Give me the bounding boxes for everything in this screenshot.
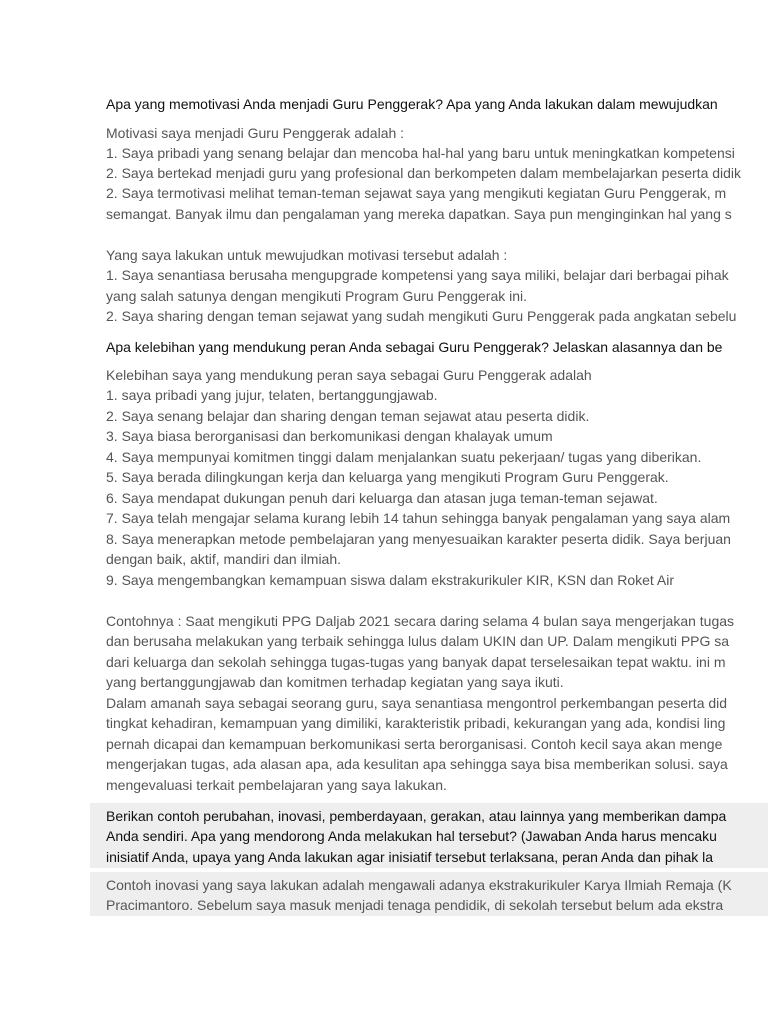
answer-line: 2. Saya sharing dengan teman sejawat yang sudah mengikuti Guru Penggerak pada angkatan sebelu [106,308,737,324]
question-innovation-line: Berikan contoh perubahan, inovasi, pemberdayaan, gerakan, atau lainnya yang memberikan dampa [106,808,727,824]
answer-line: dengan baik, aktif, mandiri dan ilmiah. [106,551,342,567]
answer-line: mengerjakan tugas, ada alasan apa, ada kesulitan apa sehingga saya bisa memberikan solusi. saya [106,756,728,772]
answer-line: 2. Saya bertekad menjadi guru yang profesional dan berkompeten dalam membelajarkan peserta didik [106,165,742,181]
question-motivation: Apa yang memotivasi Anda menjadi Guru Penggerak? Apa yang Anda lakukan dalam mewujudkan [106,96,718,112]
answer-line: Pracimantoro. Sebelum saya masuk menjadi tenaga pendidik, di sekolah tersebut belum ada ekstra [106,897,724,913]
answer-line: 1. Saya senantiasa berusaha mengupgrade kompetensi yang saya miliki, belajar dari berbagai pihak [106,267,729,283]
answer-line: yang bertanggungjawab dan komitmen terhadap kegiatan yang saya ikuti. [106,674,564,690]
answer-line: 1. saya pribadi yang jujur, telaten, bertanggungjawab. [106,387,438,403]
answer-line: Dalam amanah saya sebagai seorang guru, saya senantiasa mengontrol perkembangan peserta did [106,695,728,711]
question-strengths: Apa kelebihan yang mendukung peran Anda sebagai Guru Penggerak? Jelaskan alasannya dan be [106,339,723,355]
answer-line: Contohnya : Saat mengikuti PPG Daljab 2021 secara daring selama 4 bulan saya mengerjakan tugas [106,613,735,629]
answer-line: dan berusaha melakukan yang terbaik sehingga lulus dalam UKIN dan UP. Dalam mengikuti PPG sa [106,633,730,649]
answer-line: Kelebihan saya yang mendukung peran saya sebagai Guru Penggerak adalah [106,367,592,383]
answer-line: 6. Saya mendapat dukungan penuh dari keluarga dan atasan juga teman-teman sejawat. [106,490,658,506]
answer-line: 2. Saya senang belajar dan sharing dengan teman sejawat atau peserta didik. [106,408,590,424]
answer-line: 5. Saya berada dilingkungan kerja dan keluarga yang mengikuti Program Guru Penggerak. [106,469,669,485]
answer-line: dari keluarga dan sekolah sehingga tugas-tugas yang banyak dapat terselesaikan tepat waktu. ini m [106,654,726,670]
answer-line: 7. Saya telah mengajar selama kurang lebih 14 tahun sehingga banyak pengalaman yang saya alam [106,510,731,526]
question-innovation-line: inisiatif Anda, upaya yang Anda lakukan agar inisiatif tersebut terlaksana, peran Anda dan pihak la [106,849,714,865]
answer-line: 9. Saya mengembangkan kemampuan siswa dalam ekstrakurikuler KIR, KSN dan Roket Air [106,572,675,588]
answer-line: 8. Saya menerapkan metode pembelajaran yang menyesuaikan karakter peserta didik. Saya berjuan [106,531,731,547]
answer-line: tingkat kehadiran, kemampuan yang dimiliki, karakteristik pribadi, kekurangan yang ada, kondisi ling [106,715,726,731]
answer-line: yang salah satunya dengan mengikuti Program Guru Penggerak ini. [106,288,528,304]
answer-line: semangat. Banyak ilmu dan pengalaman yang mereka dapatkan. Saya pun menginginkan hal yang s [106,206,732,222]
answer-line: pernah dicapai dan kemampuan berkomunikasi serta berorganisasi. Contoh kecil saya akan menge [106,736,723,752]
answer-line: 3. Saya biasa berorganisasi dan berkomunikasi dengan khalayak umum [106,428,553,444]
question-innovation-line: Anda sendiri. Apa yang mendorong Anda melakukan hal tersebut? (Jawaban Anda harus mencaku [106,828,717,844]
answer-line: Contoh inovasi yang saya lakukan adalah mengawali adanya ekstrakurikuler Karya Ilmiah Remaja (K [106,877,732,893]
answer-line: Motivasi saya menjadi Guru Penggerak adalah : [106,125,405,141]
answer-line: 4. Saya mempunyai komitmen tinggi dalam menjalankan suatu pekerjaan/ tugas yang diberikan. [106,449,702,465]
answer-line: mengevaluasi terkait pembelajaran yang saya lakukan. [106,777,447,793]
answer-line: Yang saya lakukan untuk mewujudkan motivasi tersebut adalah : [106,247,508,263]
answer-line: 1. Saya pribadi yang senang belajar dan mencoba hal-hal yang baru untuk meningkatkan kompetensi [106,145,735,161]
answer-line: 2. Saya termotivasi melihat teman-teman sejawat saya yang mengikuti kegiatan Guru Penggerak, m [106,185,727,201]
